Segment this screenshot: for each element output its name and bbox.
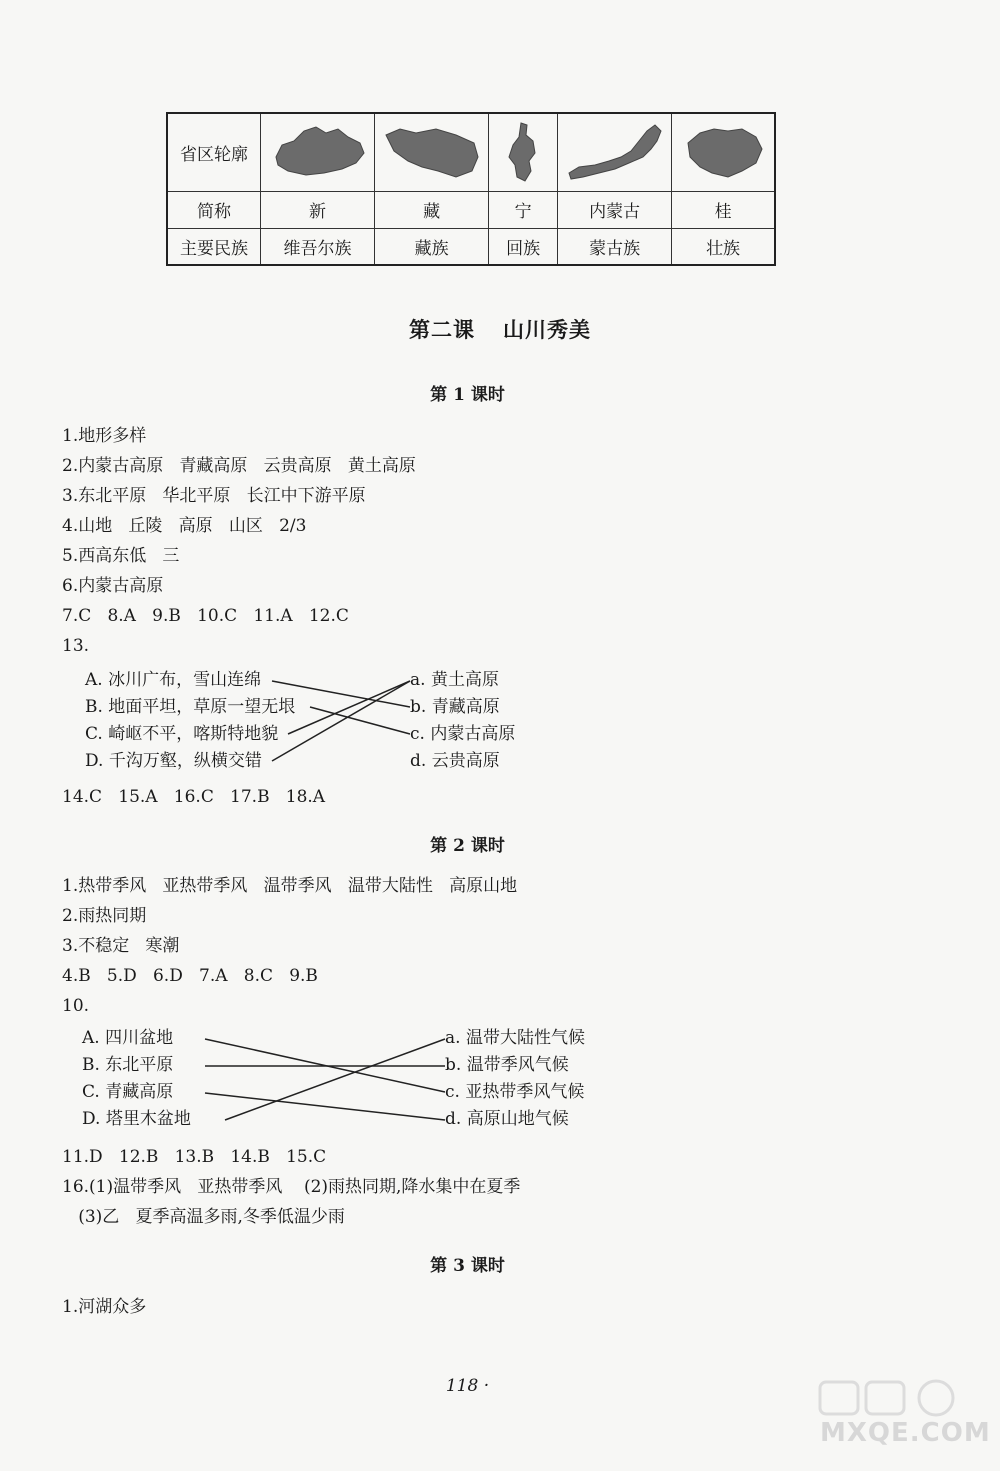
ethnic-cell: 蒙古族 xyxy=(558,228,672,265)
abbr-cell: 桂 xyxy=(672,191,775,228)
answer-line: 4.B 5.D 6.D 7.A 8.C 9.B xyxy=(62,966,318,986)
match-line xyxy=(205,1093,445,1120)
answer-line: 16.(1)温带季风 亚热带季风 (2)雨热同期,降水集中在夏季 xyxy=(62,1177,521,1197)
answer-line: 14.C 15.A 16.C 17.B 18.A xyxy=(62,787,326,807)
answer-line: (3)乙 夏季高温多雨,冬季低温少雨 xyxy=(62,1207,345,1227)
answer-line: 7.C 8.A 9.B 10.C 11.A 12.C xyxy=(62,606,349,626)
match-right-item: d. 高原山地气候 xyxy=(445,1109,569,1129)
ethnic-cell: 壮族 xyxy=(672,228,775,265)
answer-line: 2.内蒙古高原 青藏高原 云贵高原 黄土高原 xyxy=(62,456,416,476)
row-header-ethnic: 主要民族 xyxy=(167,228,261,265)
match-left-item: A. 四川盆地 xyxy=(82,1028,174,1048)
period2-heading: 第 2 课时 xyxy=(430,836,505,856)
match-left-item: B. 东北平原 xyxy=(82,1055,174,1075)
period3-heading: 第 3 课时 xyxy=(430,1256,505,1276)
match-right-item: a. 温带大陆性气候 xyxy=(445,1028,585,1048)
match-right-item: b. 青藏高原 xyxy=(410,697,500,717)
answer-line: 3.不稳定 寒潮 xyxy=(62,936,180,956)
answer-line: 1.地形多样 xyxy=(62,426,147,446)
match-right-item: d. 云贵高原 xyxy=(410,751,500,771)
match-left-item: A. 冰川广布，雪山连绵 xyxy=(85,670,262,690)
abbr-cell: 藏 xyxy=(375,191,489,228)
answer-line: 1.河湖众多 xyxy=(62,1297,147,1317)
match-right-item: a. 黄土高原 xyxy=(410,670,499,690)
abbr-cell: 内蒙古 xyxy=(558,191,672,228)
answer-line: 5.西高东低 三 xyxy=(62,546,180,566)
abbr-cell: 宁 xyxy=(489,191,558,228)
period1-heading: 第 1 课时 xyxy=(430,385,505,405)
page-number: 118 · xyxy=(445,1376,490,1396)
ethnic-cell: 维吾尔族 xyxy=(261,228,375,265)
answer-line: 3.东北平原 华北平原 长江中下游平原 xyxy=(62,486,366,506)
watermark: MXQE.COM xyxy=(820,1418,991,1448)
answer-line: 4.山地 丘陵 高原 山区 2/3 xyxy=(62,516,307,536)
answer-line: 6.内蒙古高原 xyxy=(62,576,164,596)
match-left-item: B. 地面平坦，草原一望无垠 xyxy=(85,697,296,717)
match-left-item: C. 青藏高原 xyxy=(82,1082,174,1102)
answer-line: 13. xyxy=(62,636,90,656)
match-left-item: D. 塔里木盆地 xyxy=(82,1109,191,1129)
match-left-item: C. 崎岖不平，喀斯特地貌 xyxy=(85,724,279,744)
ethnic-cell: 回族 xyxy=(489,228,558,265)
ethnic-cell: 藏族 xyxy=(375,228,489,265)
match-right-item: c. 内蒙古高原 xyxy=(410,724,516,744)
match-left-item: D. 千沟万壑，纵横交错 xyxy=(85,751,262,771)
row-header-abbr: 简称 xyxy=(167,191,261,228)
answer-line: 2.雨热同期 xyxy=(62,906,147,926)
answer-line: 11.D 12.B 13.B 14.B 15.C xyxy=(62,1147,327,1167)
match-right-item: b. 温带季风气候 xyxy=(445,1055,569,1075)
lesson-title-part2: 山川秀美 xyxy=(503,317,591,342)
lesson-title-part1: 第二课 xyxy=(409,317,475,342)
answer-line: 1.热带季风 亚热带季风 温带季风 温带大陆性 高原山地 xyxy=(62,876,518,896)
answer-line: 10. xyxy=(62,996,90,1016)
match-right-item: c. 亚热带季风气候 xyxy=(445,1082,585,1102)
watermark-logo-icon xyxy=(818,1378,968,1418)
row-header-outline: 省区轮廓 xyxy=(167,113,261,191)
abbr-cell: 新 xyxy=(261,191,375,228)
